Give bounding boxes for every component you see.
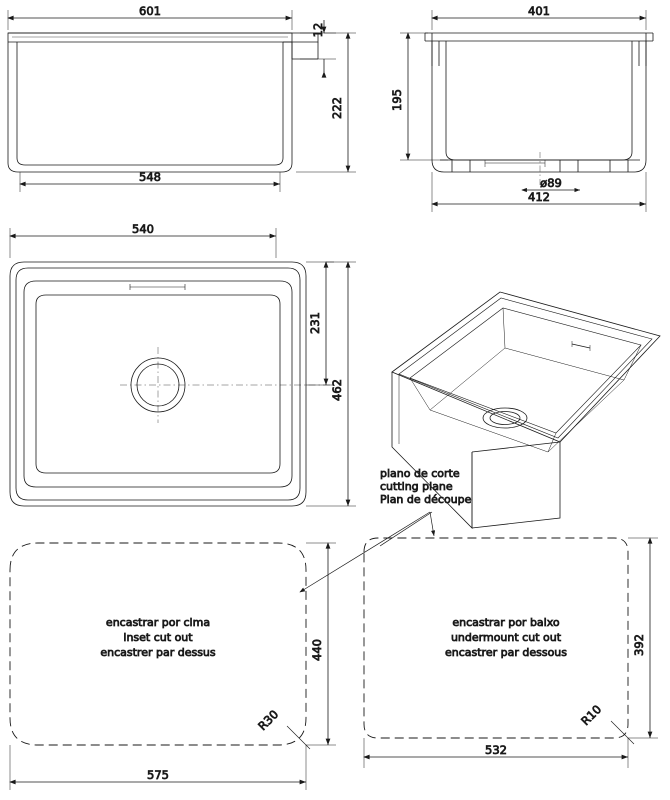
dim-value-462: 462 (330, 379, 344, 401)
view-front-section (8, 33, 318, 172)
dim-plan-length-462 (306, 262, 356, 506)
dim-value-532: 532 (485, 743, 507, 757)
dim-value-d89: ø89 (540, 176, 562, 190)
dim-value-401: 401 (528, 4, 550, 18)
dim-inset-height-440 (306, 543, 336, 745)
dim-side-top-width-401 (432, 4, 646, 30)
cutout-inset-label-fr: encastrer par dessus (100, 646, 216, 659)
dim-value-r10: R10 (578, 702, 605, 729)
cutout-under-label-pt: encastrar por baixo (452, 616, 560, 629)
cutout-inset-label-en: inset cut out (123, 631, 193, 644)
dim-under-width-532 (364, 738, 628, 768)
dim-front-bottom-width-548 (20, 170, 280, 192)
dim-plan-drain-offset-231 (306, 262, 334, 385)
view-side-section (425, 33, 653, 185)
dim-value-540: 540 (132, 222, 154, 236)
cutting-plane-label-fr: Plan de découpe (380, 493, 472, 506)
dim-front-height-222 (296, 33, 356, 172)
dim-inset-width-575 (10, 745, 306, 790)
dim-under-height-392 (628, 538, 658, 738)
dim-front-top-width-601 (8, 4, 292, 30)
dim-value-222: 222 (330, 97, 344, 119)
dim-value-231: 231 (308, 312, 322, 334)
dim-value-12: 12 (311, 22, 325, 38)
dim-value-601: 601 (139, 4, 161, 18)
cutout-under-label-fr: encastrer par dessous (444, 646, 568, 659)
dim-value-548: 548 (139, 170, 161, 184)
dim-value-575: 575 (147, 768, 169, 782)
cutting-plane-label-en: cutting plane (380, 480, 453, 493)
dim-value-440: 440 (310, 639, 324, 661)
dim-value-r30: R30 (255, 707, 282, 734)
dim-value-412: 412 (528, 190, 550, 204)
dim-side-bottom-width-412 (432, 172, 646, 212)
dim-value-392: 392 (632, 634, 646, 656)
dim-plan-width-540 (10, 222, 276, 258)
view-top-plan (10, 262, 330, 506)
cutting-plane-label-pt: plano de corte (380, 467, 460, 480)
cutout-inset-label-pt: encastrar por cima (105, 616, 211, 629)
dim-value-195: 195 (390, 89, 404, 111)
dim-drain-diameter (522, 176, 580, 190)
annotation-cutting-plane (300, 512, 434, 592)
cutout-under-label-en: undermount cut out (450, 631, 562, 644)
